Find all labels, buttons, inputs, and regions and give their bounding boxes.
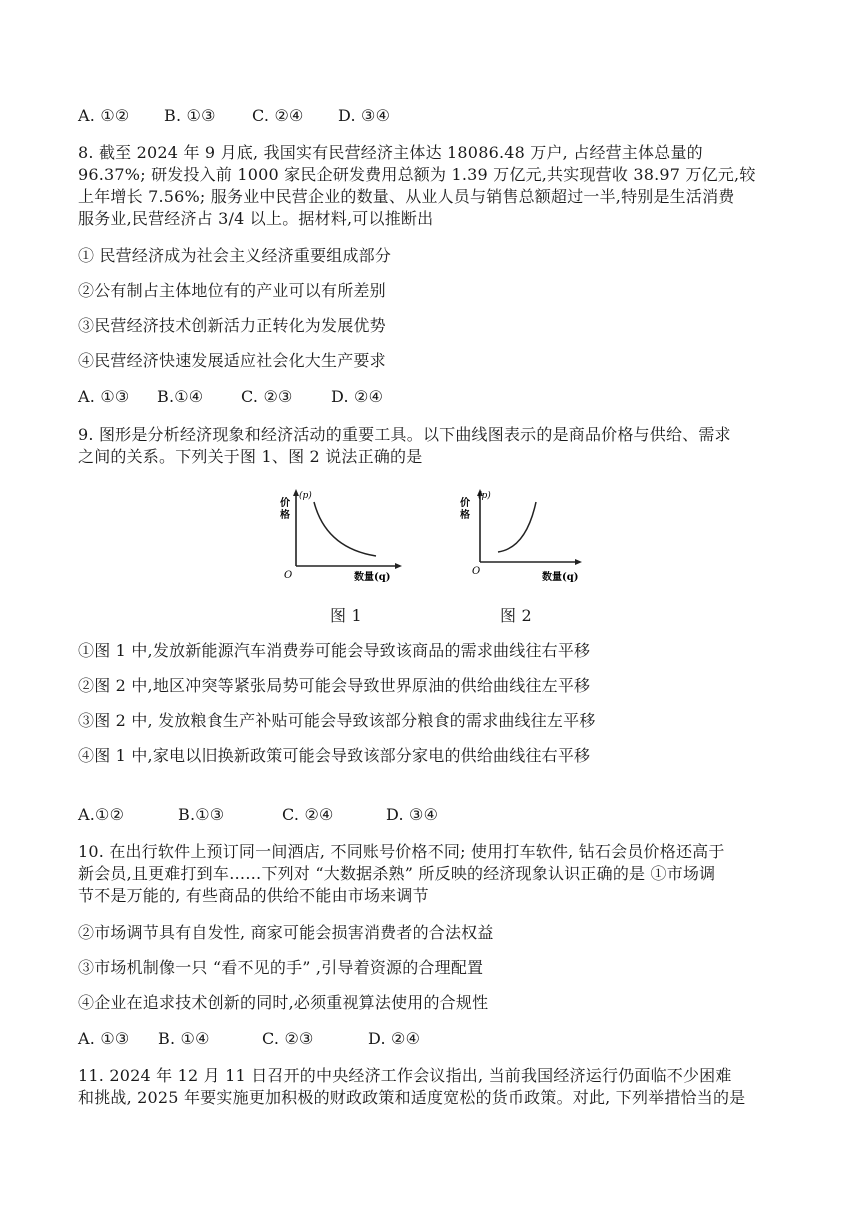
q8-choice-b: B.①④ <box>157 387 204 406</box>
q10-choices <box>78 1028 420 1050</box>
q10-option-3: ③市场机制像一只 “看不见的手” ,引导着资源的合理配置 <box>78 958 484 977</box>
q11-stem-line: 11. 2024 年 12 月 11 日召开的中央经济工作会议指出, 当前我国经济运行仍面临不少困难 <box>78 1066 732 1085</box>
figure-1-xlabel: 数量(q) <box>354 572 391 583</box>
q8-choices <box>78 386 383 408</box>
q10-stem-line: 新会员,且更难打到车……下列对 “大数据杀熟” 所反映的经济现象认识正确的是 ①市场调 <box>78 864 716 883</box>
q8-option-1: ① 民营经济成为社会主义经济重要组成部分 <box>78 246 392 265</box>
figure-2-origin: O <box>472 566 481 577</box>
q7-choice-d: D. ③④ <box>338 106 391 125</box>
q8-choice-a: A. ①③ <box>78 387 130 406</box>
figure-2-ylabel-a: 价 <box>460 498 470 509</box>
q7-choices <box>78 105 390 127</box>
q9-choice-c: C. ②④ <box>282 805 334 824</box>
figure-1-ylabel-b: 格 <box>280 510 290 521</box>
q10-option-2: ②市场调节具有自发性, 商家可能会损害消费者的合法权益 <box>78 923 494 942</box>
figure-2-x-arrow <box>575 559 582 565</box>
q9-stem-line: 9. 图形是分析经济现象和经济活动的重要工具。以下曲线图表示的是商品价格与供给、需求 <box>78 425 731 444</box>
figure-2-curve <box>498 502 536 552</box>
q8-stem-line: 上年增长 7.56%; 服务业中民营企业的数量、从业人员与销售总额超过一半,特别是生活消费 <box>78 187 735 206</box>
q9-option-3: ③图 2 中, 发放粮食生产补贴可能会导致该部分粮食的需求曲线往左平移 <box>78 711 596 730</box>
q9-option-2: ②图 2 中,地区冲突等紧张局势可能会导致世界原油的供给曲线往左平移 <box>78 676 591 695</box>
figure-1-ylabel-top: (p) <box>299 491 312 501</box>
figure-2-supply-curve <box>456 488 586 588</box>
q9-option-4: ④图 1 中,家电以旧换新政策可能会导致该部分家电的供给曲线往右平移 <box>78 746 591 765</box>
q10-stem-line: 10. 在出行软件上预订同一间酒店, 不同账号价格不同; 使用打车软件, 钻石会员价格还高于 <box>78 842 725 861</box>
q9-choice-d: D. ③④ <box>386 805 439 824</box>
figure-2-ylabel-b: 格 <box>460 510 470 521</box>
q7-choice-b: B. ①③ <box>164 106 216 125</box>
figure-1-caption: 图 1 <box>330 606 362 625</box>
q11-stem-line: 和挑战, 2025 年要实施更加积极的财政政策和适度宽松的货币政策。对此, 下列举措恰当的是 <box>78 1088 746 1107</box>
q8-option-2: ②公有制占主体地位有的产业可以有所差别 <box>78 281 386 300</box>
q9-option-1: ①图 1 中,发放新能源汽车消费券可能会导致该商品的需求曲线往右平移 <box>78 641 591 660</box>
q8-choice-c: C. ②③ <box>241 387 293 406</box>
q8-stem-line: 8. 截至 2024 年 9 月底, 我国实有民营经济主体达 18086.48 万户, 占经营主体总量的 <box>78 143 703 162</box>
q9-choice-a: A.①② <box>78 805 125 824</box>
q10-option-4: ④企业在追求技术创新的同时,必须重视算法使用的合规性 <box>78 993 489 1012</box>
figure-1-origin: O <box>284 570 293 581</box>
q8-option-3: ③民营经济技术创新活力正转化为发展优势 <box>78 316 386 335</box>
q10-choice-d: D. ②④ <box>368 1029 421 1048</box>
figure-1-ylabel-a: 价 <box>280 498 290 509</box>
q9-stem-line: 之间的关系。下列关于图 1、图 2 说法正确的是 <box>78 447 423 466</box>
figure-2-xlabel: 数量(q) <box>542 572 579 583</box>
figure-1-demand-curve <box>276 488 406 588</box>
q10-choice-c: C. ②③ <box>262 1029 314 1048</box>
q8-choice-d: D. ②④ <box>331 387 384 406</box>
q7-choice-c: C. ②④ <box>252 106 304 125</box>
q9-choices <box>78 804 438 826</box>
figure-2-ylabel-top: (p) <box>478 491 491 501</box>
q10-choice-a: A. ①③ <box>78 1029 130 1048</box>
q7-choice-a: A. ①② <box>78 106 130 125</box>
figure-2-caption: 图 2 <box>500 606 532 625</box>
figure-1-x-arrow <box>395 563 402 569</box>
q8-stem-line: 服务业,民营经济占 3/4 以上。据材料,可以推断出 <box>78 209 434 228</box>
q8-option-4: ④民营经济快速发展适应社会化大生产要求 <box>78 351 386 370</box>
q9-choice-b: B.①③ <box>178 805 225 824</box>
q8-stem-line: 96.37%; 研发投入前 1000 家民企研发费用总额为 1.39 万亿元,共实现营收 38.97 万亿元,较 <box>78 165 756 184</box>
q10-choice-b: B. ①④ <box>158 1029 210 1048</box>
q10-stem-line: 节不是万能的, 有些商品的供给不能由市场来调节 <box>78 886 429 905</box>
figure-1-curve <box>314 502 376 556</box>
